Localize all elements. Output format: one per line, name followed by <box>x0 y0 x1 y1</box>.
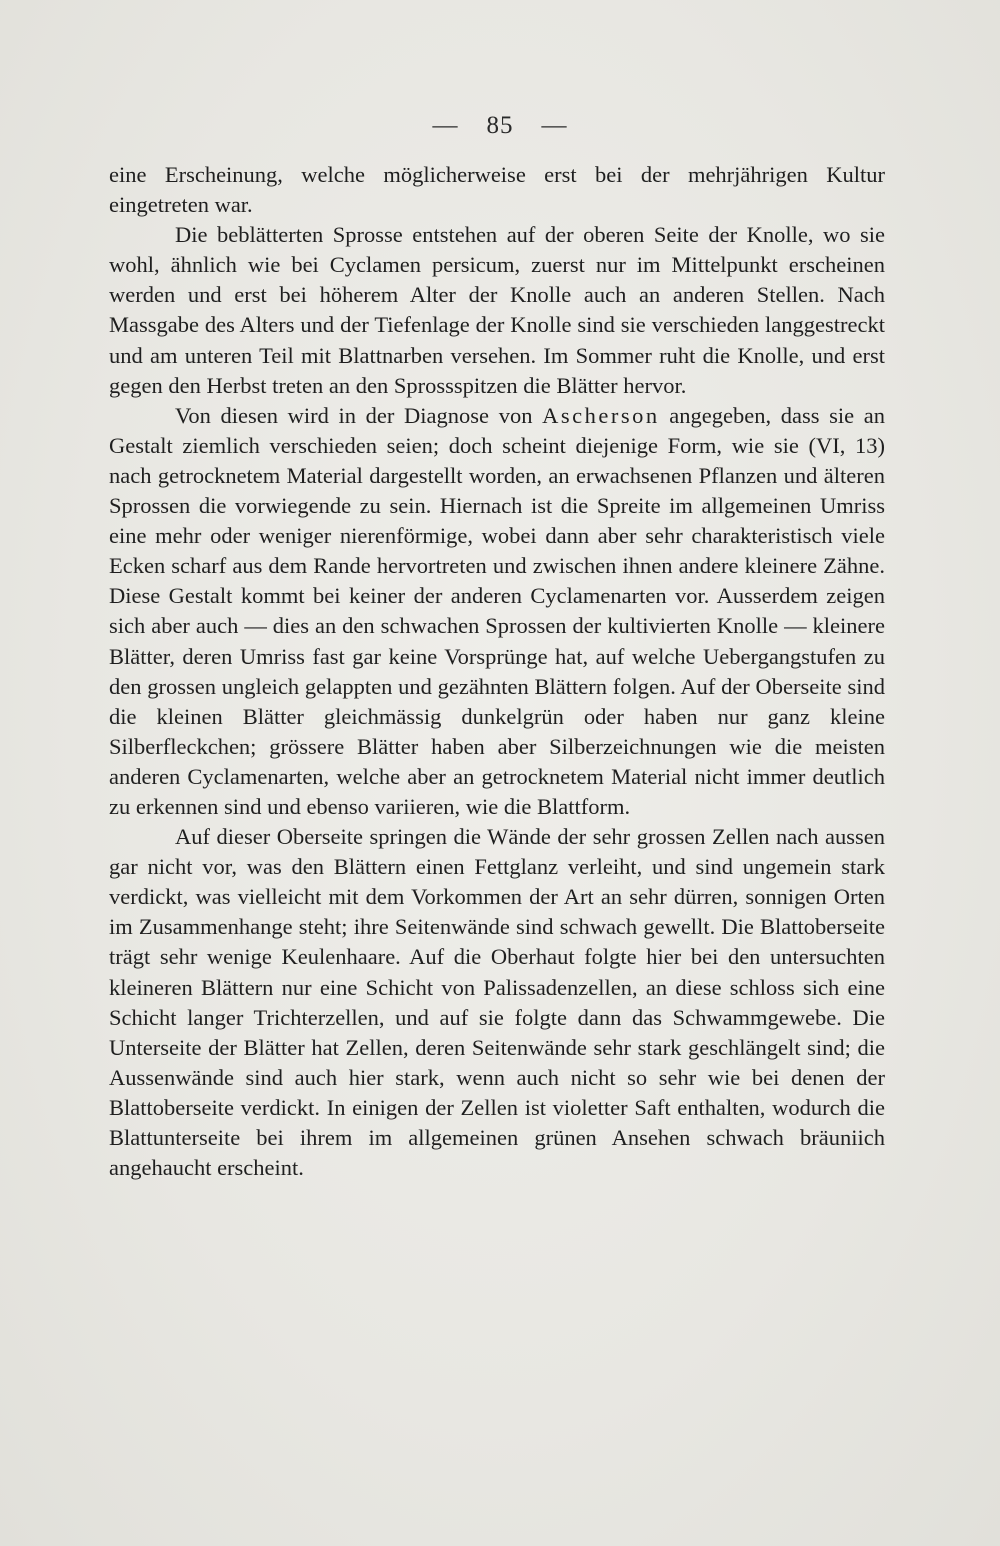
author-name-ascherson: Ascherson <box>542 402 660 428</box>
header-dash-left: — <box>432 112 459 139</box>
body-text <box>109 160 885 1183</box>
header-dash-right: — <box>541 112 568 139</box>
paragraph-2: Die beblätterten Sprosse entstehen auf der oberen Seite der Knolle, wo sie wohl, ähnlich wie bei Cyclamen persicum, zuerst nur im Mittelpunkt erscheinen werden und erst bei höherem Alter der Knolle auch an anderen Stellen. Nach Massgabe des Alters und der Tiefenlage der Knolle sind sie verschieden langgestreckt und am unteren Teil mit Blattnarben versehen. Im Sommer ruht die Knolle, und erst gegen den Herbst treten an den Sprossspitzen die Blätter hervor. <box>109 222 885 398</box>
paragraph-1: eine Erscheinung, welche möglicherweise erst bei der mehrjährigen Kultur eingetreten war. <box>109 162 885 218</box>
paragraph-4: Auf dieser Oberseite springen die Wände der sehr grossen Zellen nach aussen gar nicht vor, was den Blättern einen Fettglanz verleiht, und sind ungemein stark verdickt, was vielleicht mit dem Vorkommen der Art an sehr dürren, sonnigen Orten im Zusammenhange steht; ihre Seitenwände sind schwach gewellt. Die Blattoberseite trägt sehr wenige Keulenhaare. Auf die Oberhaut folgte hier bei den untersuchten kleineren Blättern nur eine Schicht von Palissadenzellen, an diese schloss sich eine Schicht langer Trichterzellen, und auf sie folgte dann das Schwammgewebe. Die Unterseite der Blätter hat Zellen, deren Seitenwände sehr stark geschlängelt sind; die Aussenwände sind auch hier stark, wenn auch nicht so sehr wie bei denen der Blattoberseite verdickt. In einigen der Zellen ist violetter Saft enthalten, wodurch die Blattunterseite bei ihrem im allgemeinen grünen Ansehen schwach bräuniich angehaucht erscheint. <box>109 824 885 1181</box>
paragraph-3 <box>109 401 885 822</box>
page-header <box>0 112 1000 140</box>
paragraph-3-rest: angegeben, dass sie an Gestalt ziemlich verschieden seien; doch scheint diejenige Form, wie sie (VI, 13) nach getrocknetem Material dargestellt worden, an erwachsenen Pflanzen und älteren Sprossen die vorwiegende zu sein. Hiernach ist die Spreite im allgemeinen Umriss eine mehr oder weniger nierenförmige, wobei dann aber sehr charakteristisch viele Ecken scharf aus dem Rande hervortreten und zwischen ihnen andere kleinere Zähne. Diese Gestalt kommt bei keiner der anderen Cyclamenarten vor. Ausserdem zeigen sich aber auch — dies an den schwachen Sprossen der kultivierten Knolle — kleinere Blätter, deren Umriss fast gar keine Vorsprünge hat, auf welche Uebergangstufen zu den grossen ungleich gelappten und gezähnten Blättern folgen. Auf der Oberseite sind die kleinen Blätter gleichmässig dunkelgrün oder haben nur ganz kleine Silberfleckchen; grössere Blätter haben aber Silberzeichnungen wie die meisten anderen Cyclamenarten, welche aber an getrocknetem Material nicht immer deutlich zu erkennen sind und ebenso variieren, wie die Blattform. <box>109 402 886 819</box>
page-number: 85 <box>486 112 514 139</box>
paragraph-3-start: Von diesen wird in der Diagnose von <box>175 402 543 428</box>
